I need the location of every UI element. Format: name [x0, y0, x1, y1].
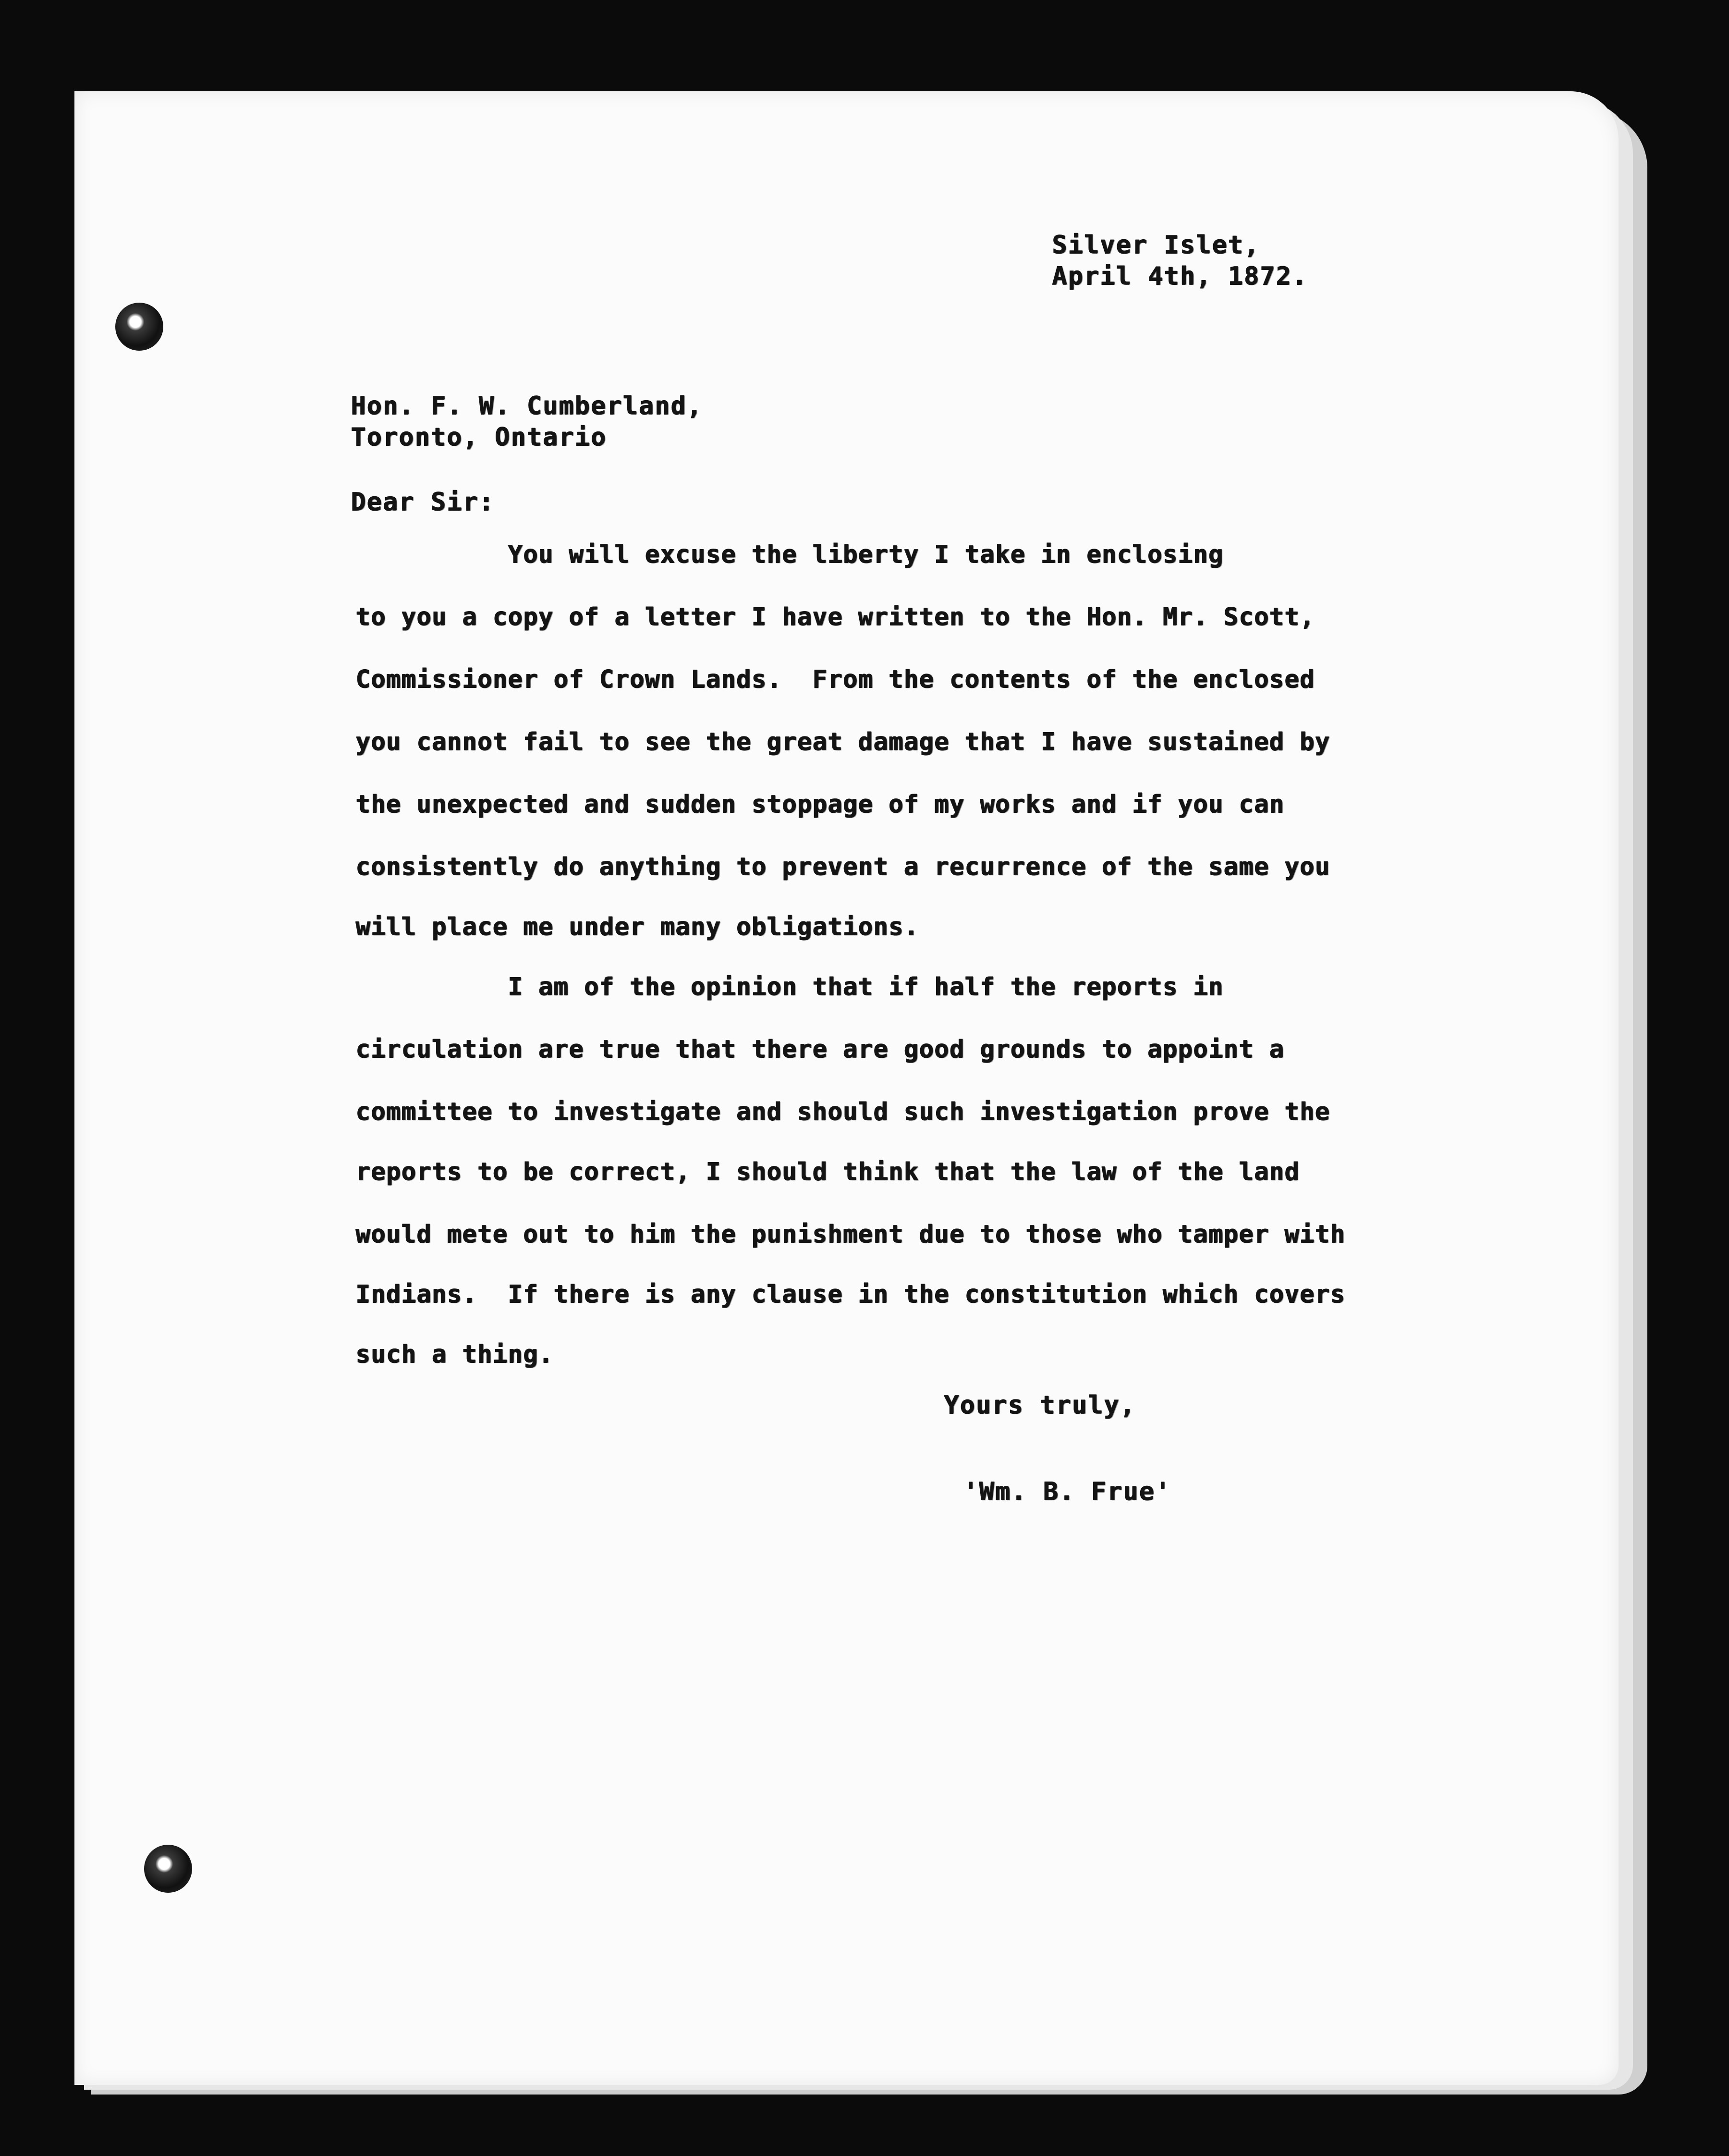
punch-hole-icon [115, 303, 163, 351]
salutation: Dear Sir: [351, 488, 495, 516]
body-line: you cannot fail to see the great damage that I have sustained by [355, 728, 1330, 756]
recipient-location: Toronto, Ontario [351, 423, 607, 452]
body-line: such a thing. [355, 1340, 554, 1369]
body-line: the unexpected and sudden stoppage of my works and if you can [355, 790, 1284, 819]
body-line: would mete out to him the punishment due to those who tamper with [355, 1220, 1345, 1249]
body-line: I am of the opinion that if half the reports in [355, 973, 1224, 1001]
body-line: reports to be correct, I should think that the law of the land [355, 1158, 1300, 1186]
body-line: Indians. If there is any clause in the constitution which covers [355, 1280, 1345, 1309]
body-line: will place me under many obligations. [355, 913, 919, 941]
letter-page [74, 91, 1619, 2085]
closing: Yours truly, [944, 1391, 1136, 1420]
body-line: circulation are true that there are good grounds to appoint a [355, 1035, 1284, 1064]
body-line: Commissioner of Crown Lands. From the contents of the enclosed [355, 665, 1315, 694]
signature: 'Wm. B. Frue' [963, 1477, 1171, 1506]
body-line: to you a copy of a letter I have written to the Hon. Mr. Scott, [355, 603, 1315, 631]
body-line: committee to investigate and should such investigation prove the [355, 1098, 1330, 1126]
recipient-name: Hon. F. W. Cumberland, [351, 392, 703, 420]
body-line: You will excuse the liberty I take in enclosing [355, 540, 1224, 569]
letter-date: April 4th, 1872. [1052, 262, 1308, 291]
punch-hole-icon [144, 1845, 192, 1893]
body-line: consistently do anything to prevent a recurrence of the same you [355, 853, 1330, 881]
letter-place: Silver Islet, [1052, 231, 1260, 259]
